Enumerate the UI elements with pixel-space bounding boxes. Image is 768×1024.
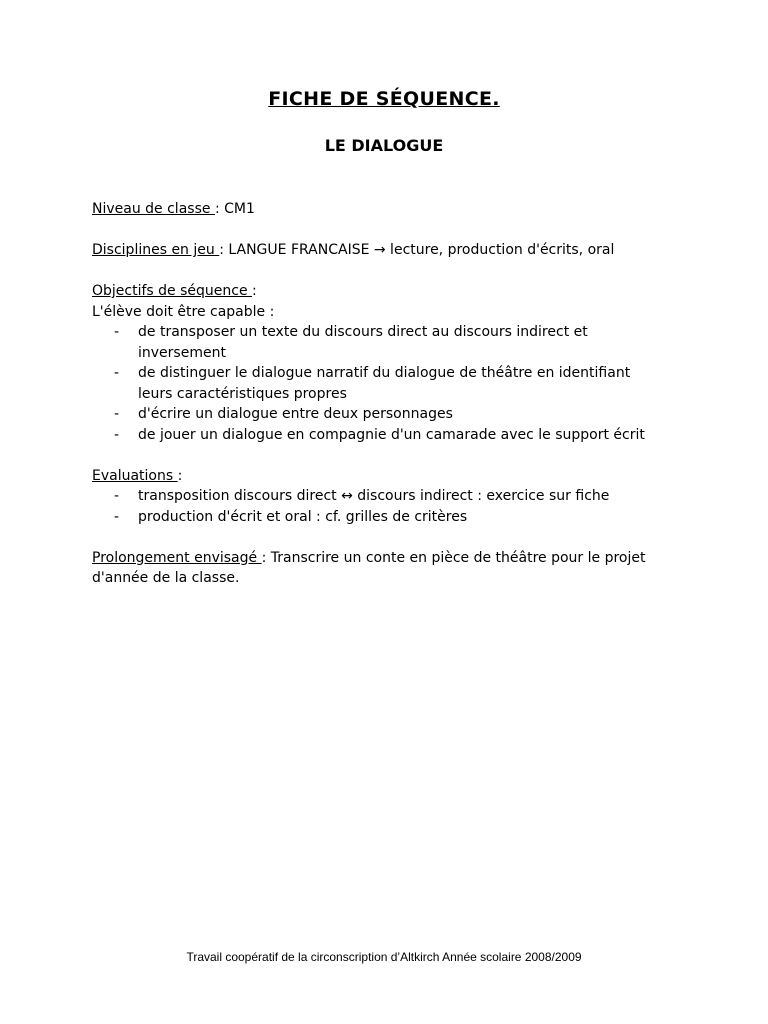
objectif-item [92, 404, 692, 425]
objectif-item [92, 322, 692, 363]
prolongement-text: Transcrire un conte en pièce de théâtre pour le projet [270, 549, 646, 566]
niveau-value: CM1 [224, 201, 255, 217]
objectif-item [92, 425, 692, 446]
objectif-item [92, 363, 692, 404]
niveau-line [92, 199, 692, 220]
bullet-dash: - [114, 488, 120, 504]
document-body [92, 199, 692, 589]
prolongement-line2: d'année de la classe. [92, 570, 240, 586]
bullet-dash: - [114, 426, 120, 443]
disciplines-value: LANGUE FRANCAISE → lecture, production d'écrits, oral [228, 242, 615, 258]
disciplines-sep: : [219, 242, 229, 258]
prolongement-label: Prolongement envisagé [92, 549, 262, 566]
evaluations-heading [92, 466, 692, 487]
prolongement-sep: : [261, 549, 271, 566]
objectif-item-line1: de distinguer le dialogue narratif du dialogue de théâtre en identifiant [138, 365, 631, 381]
page-footer: Travail coopératif de la circonscription d’Altkirch Année scolaire 2008/2009 [186, 950, 582, 964]
objectif-item-line1: de jouer un dialogue en compagnie d'un camarade avec le support écrit [138, 426, 645, 443]
document-title: FICHE DE SÉQUENCE. [268, 88, 500, 110]
objectif-item-line2: inversement [138, 344, 226, 361]
objectifs-intro: L'élève doit être capable : [92, 303, 275, 320]
bullet-dash: - [114, 365, 120, 381]
bullet-dash: - [114, 406, 120, 422]
niveau-label: Niveau de classe [92, 201, 215, 217]
prolongement-line [92, 548, 692, 569]
document-subtitle: LE DIALOGUE [324, 136, 444, 155]
objectif-item-line1: d'écrire un dialogue entre deux personnages [138, 406, 453, 422]
disciplines-line [92, 240, 692, 261]
niveau-sep: : [214, 201, 225, 217]
objectif-item-line2: leurs caractéristiques propres [138, 385, 347, 402]
objectifs-label: Objectifs de séquence [92, 283, 253, 299]
objectifs-heading [92, 281, 692, 302]
evaluation-item [92, 507, 692, 528]
evaluation-item-text: transposition discours direct ↔ discours indirect : exercice sur fiche [138, 488, 610, 504]
evaluation-item-text: production d'écrit et oral : cf. grilles de critères [138, 508, 468, 525]
evaluations-label: Evaluations [92, 467, 178, 484]
bullet-dash: - [114, 324, 120, 340]
objectif-item-line1: de transposer un texte du discours direct au discours indirect et [138, 324, 588, 340]
objectifs-sep: : [252, 283, 257, 299]
disciplines-label: Disciplines en jeu [92, 242, 220, 258]
evaluations-sep: : [177, 467, 183, 484]
bullet-dash: - [114, 508, 120, 525]
evaluation-item [92, 486, 692, 507]
